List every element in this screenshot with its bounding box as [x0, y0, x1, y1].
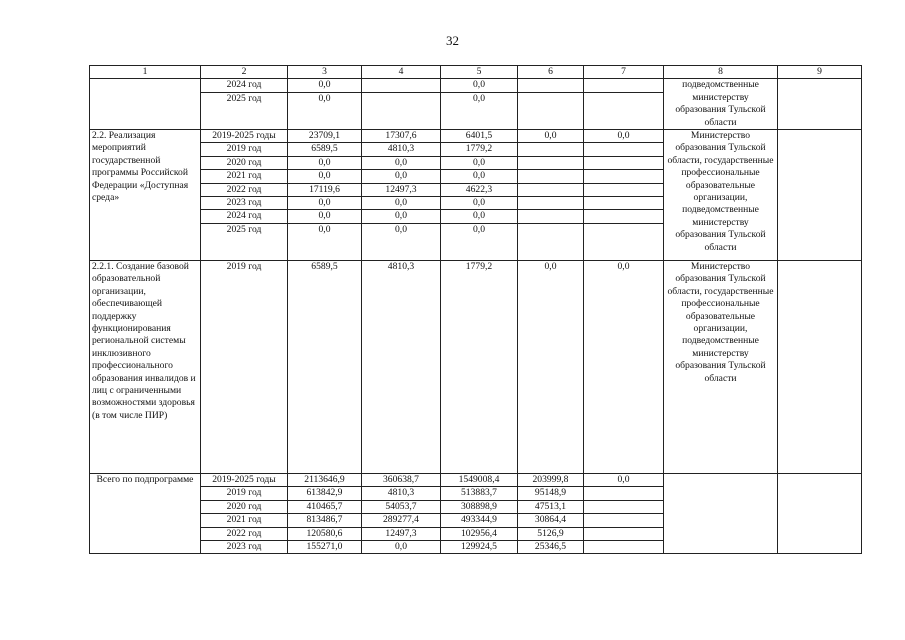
value-cell: [518, 170, 584, 183]
table-row: [90, 473, 862, 486]
column-header: 9: [778, 66, 862, 79]
budget-table: [89, 65, 862, 554]
value-cell: 4810,3: [362, 143, 441, 156]
column-header: 4: [362, 66, 441, 79]
value-cell: [584, 540, 664, 553]
value-cell: [518, 79, 584, 92]
value-cell: 4810,3: [362, 260, 441, 473]
executor-cell: [664, 473, 778, 553]
value-cell: [584, 92, 664, 129]
value-cell: 155271,0: [288, 540, 362, 553]
value-cell: 0,0: [288, 79, 362, 92]
column-9-cell: [778, 260, 862, 473]
value-cell: [518, 183, 584, 196]
value-cell: [584, 527, 664, 540]
value-cell: 0,0: [362, 223, 441, 260]
total-name: Всего по подпрограмме: [90, 473, 201, 553]
year-cell: 2019 год: [201, 260, 288, 473]
value-cell: [584, 210, 664, 223]
name-cell: [90, 79, 201, 130]
year-cell: 2021 год: [201, 514, 288, 527]
value-cell: 1779,2: [441, 260, 518, 473]
value-cell: 0,0: [441, 210, 518, 223]
value-cell: 0,0: [288, 197, 362, 210]
executor-cell: Министерство образования Тульской области, государственные профессиональные образовательные организации, подведомственные министерству образования Тульской области: [664, 260, 778, 473]
column-header: 3: [288, 66, 362, 79]
value-cell: 360638,7: [362, 473, 441, 486]
value-cell: 0,0: [362, 540, 441, 553]
value-cell: [584, 500, 664, 513]
value-cell: 0,0: [288, 170, 362, 183]
year-cell: 2020 год: [201, 500, 288, 513]
year-cell: 2020 год: [201, 156, 288, 169]
value-cell: 95148,9: [518, 487, 584, 500]
value-cell: 5126,9: [518, 527, 584, 540]
value-cell: 0,0: [441, 156, 518, 169]
value-cell: 0,0: [288, 210, 362, 223]
value-cell: 30864,4: [518, 514, 584, 527]
value-cell: 0,0: [288, 223, 362, 260]
value-cell: [584, 170, 664, 183]
value-cell: 0,0: [584, 473, 664, 486]
value-cell: 0,0: [441, 170, 518, 183]
column-header: 2: [201, 66, 288, 79]
value-cell: [584, 183, 664, 196]
column-header: 8: [664, 66, 778, 79]
value-cell: [518, 197, 584, 210]
table-row: [90, 79, 862, 92]
value-cell: 120580,6: [288, 527, 362, 540]
value-cell: 12497,3: [362, 183, 441, 196]
executor-cell: подведомственные министерству образования Тульской области: [664, 79, 778, 130]
year-cell: 2019-2025 годы: [201, 473, 288, 486]
column-header: 7: [584, 66, 664, 79]
value-cell: 25346,5: [518, 540, 584, 553]
value-cell: [518, 143, 584, 156]
value-cell: 0,0: [362, 156, 441, 169]
value-cell: 0,0: [584, 130, 664, 143]
year-cell: 2023 год: [201, 197, 288, 210]
value-cell: 289277,4: [362, 514, 441, 527]
value-cell: 1779,2: [441, 143, 518, 156]
value-cell: [584, 156, 664, 169]
value-cell: 17307,6: [362, 130, 441, 143]
value-cell: 4622,3: [441, 183, 518, 196]
value-cell: 12497,3: [362, 527, 441, 540]
value-cell: 2113646,9: [288, 473, 362, 486]
value-cell: 0,0: [441, 223, 518, 260]
value-cell: 0,0: [518, 260, 584, 473]
table-row: [90, 66, 862, 79]
value-cell: 6589,5: [288, 260, 362, 473]
value-cell: 0,0: [441, 197, 518, 210]
column-9-cell: [778, 79, 862, 130]
page-number: 32: [446, 33, 459, 48]
column-header: 6: [518, 66, 584, 79]
value-cell: 0,0: [288, 156, 362, 169]
value-cell: [362, 79, 441, 92]
table-row: [90, 130, 862, 143]
year-cell: 2021 год: [201, 170, 288, 183]
value-cell: 17119,6: [288, 183, 362, 196]
value-cell: 1549008,4: [441, 473, 518, 486]
value-cell: [584, 143, 664, 156]
value-cell: [362, 92, 441, 129]
value-cell: [518, 210, 584, 223]
value-cell: [518, 92, 584, 129]
year-cell: 2025 год: [201, 223, 288, 260]
column-header: 1: [90, 66, 201, 79]
value-cell: 0,0: [518, 130, 584, 143]
value-cell: [584, 79, 664, 92]
value-cell: 0,0: [362, 210, 441, 223]
value-cell: [584, 197, 664, 210]
column-9-cell: [778, 130, 862, 261]
value-cell: [518, 156, 584, 169]
year-cell: 2019 год: [201, 143, 288, 156]
value-cell: 47513,1: [518, 500, 584, 513]
year-cell: 2025 год: [201, 92, 288, 129]
year-cell: 2019 год: [201, 487, 288, 500]
value-cell: 4810,3: [362, 487, 441, 500]
value-cell: 6589,5: [288, 143, 362, 156]
executor-cell: Министерство образования Тульской области, государственные профессиональные образовательные организации, подведомственные министерству образования Тульской области: [664, 130, 778, 261]
value-cell: [584, 487, 664, 500]
year-cell: 2024 год: [201, 210, 288, 223]
table-body: [90, 66, 862, 554]
value-cell: [584, 514, 664, 527]
value-cell: [584, 223, 664, 260]
year-cell: 2019-2025 годы: [201, 130, 288, 143]
measure-name: 2.2.1. Создание базовой образовательной организации, обеспечивающей поддержку функционирования региональной системы инклюзивного профессионального образования инвалидов и лиц с ограниченными возможностями здоровья (в том числе ПИР): [90, 260, 201, 473]
column-header: 5: [441, 66, 518, 79]
year-cell: 2022 год: [201, 527, 288, 540]
value-cell: 23709,1: [288, 130, 362, 143]
year-cell: 2023 год: [201, 540, 288, 553]
column-9-cell: [778, 473, 862, 553]
value-cell: 0,0: [441, 79, 518, 92]
value-cell: 102956,4: [441, 527, 518, 540]
value-cell: 203999,8: [518, 473, 584, 486]
year-cell: 2024 год: [201, 79, 288, 92]
value-cell: 0,0: [362, 197, 441, 210]
value-cell: 513883,7: [441, 487, 518, 500]
value-cell: 0,0: [584, 260, 664, 473]
value-cell: 813486,7: [288, 514, 362, 527]
measure-name: 2.2. Реализация мероприятий государственной программы Российской Федерации «Доступная среда»: [90, 130, 201, 261]
value-cell: 308898,9: [441, 500, 518, 513]
year-cell: 2022 год: [201, 183, 288, 196]
value-cell: 613842,9: [288, 487, 362, 500]
value-cell: [518, 223, 584, 260]
value-cell: 410465,7: [288, 500, 362, 513]
value-cell: 0,0: [362, 170, 441, 183]
value-cell: 129924,5: [441, 540, 518, 553]
value-cell: 54053,7: [362, 500, 441, 513]
table-row: [90, 260, 862, 473]
value-cell: 0,0: [288, 92, 362, 129]
value-cell: 6401,5: [441, 130, 518, 143]
value-cell: 0,0: [441, 92, 518, 129]
value-cell: 493344,9: [441, 514, 518, 527]
